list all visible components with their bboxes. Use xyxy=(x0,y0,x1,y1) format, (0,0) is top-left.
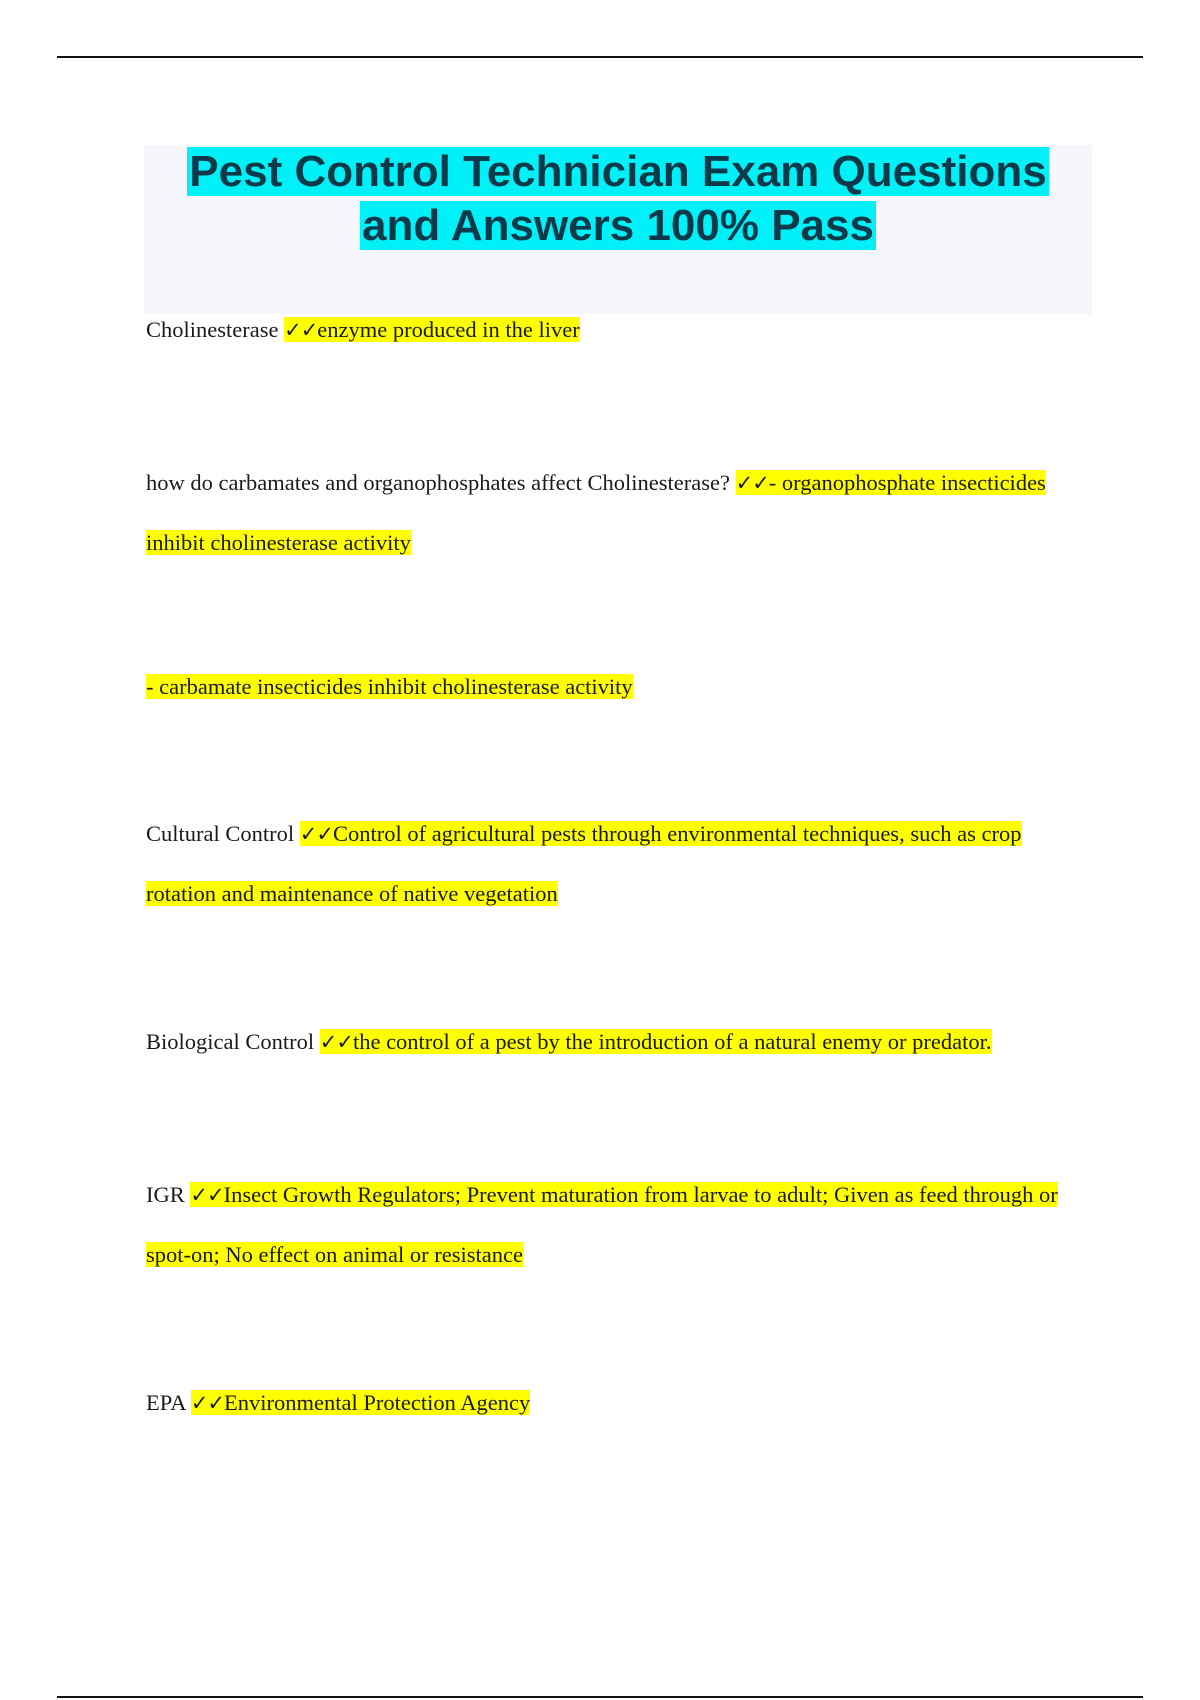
answer-highlight xyxy=(146,1182,1058,1267)
double-check-icon: ✓✓ xyxy=(735,471,769,495)
header-rule xyxy=(57,56,1143,58)
double-check-icon: ✓✓ xyxy=(190,1391,225,1415)
question-term: how do carbamates and organophosphates affect Cholinesterase? xyxy=(146,470,730,495)
qa-entry-igr xyxy=(146,1165,1096,1285)
title-line-1: Pest Control Technician Exam Questions xyxy=(189,147,1047,196)
question-term: Cholinesterase xyxy=(146,317,279,342)
answer-text: Insect Growth Regulators; Prevent maturation from larvae to adult; Given as feed through or spot-on; No effect on animal or resistance xyxy=(146,1182,1058,1267)
question-term: EPA xyxy=(146,1390,186,1415)
qa-entry-cultural-control xyxy=(146,804,1096,924)
title-line-2: and Answers 100% Pass xyxy=(362,201,874,250)
answer-text: enzyme produced in the liver xyxy=(317,317,580,342)
qa-entry-biological-control xyxy=(146,1012,1096,1072)
qa-entry-carbamate-continuation xyxy=(146,657,1096,717)
question-term: Biological Control xyxy=(146,1029,315,1054)
answer-text: Environmental Protection Agency xyxy=(224,1390,531,1415)
question-term: Cultural Control xyxy=(146,821,295,846)
footer-rule xyxy=(57,1696,1143,1698)
double-check-icon: ✓✓ xyxy=(284,318,318,342)
answer-text: - carbamate insecticides inhibit cholinesterase activity xyxy=(146,674,633,699)
answer-text: the control of a pest by the introduction of a natural enemy or predator. xyxy=(352,1029,992,1054)
question-term: IGR xyxy=(146,1182,185,1207)
qa-entry-epa xyxy=(146,1373,1096,1433)
double-check-icon: ✓✓ xyxy=(299,822,333,846)
title-block xyxy=(144,145,1092,314)
double-check-icon: ✓✓ xyxy=(190,1183,224,1207)
qa-entry-carbamates xyxy=(146,453,1096,573)
answer-highlight xyxy=(191,1390,530,1415)
answer-highlight xyxy=(284,317,580,342)
answer-text: Control of agricultural pests through environmental techniques, such as crop rotation and maintenance of native vegetation xyxy=(146,821,1022,906)
double-check-icon: ✓✓ xyxy=(319,1030,353,1054)
answer-text: - organophosphate insecticides inhibit cholinesterase activity xyxy=(146,470,1046,555)
answer-highlight xyxy=(320,1029,992,1054)
document-title xyxy=(144,145,1092,253)
qa-entry-cholinesterase xyxy=(146,300,1096,360)
